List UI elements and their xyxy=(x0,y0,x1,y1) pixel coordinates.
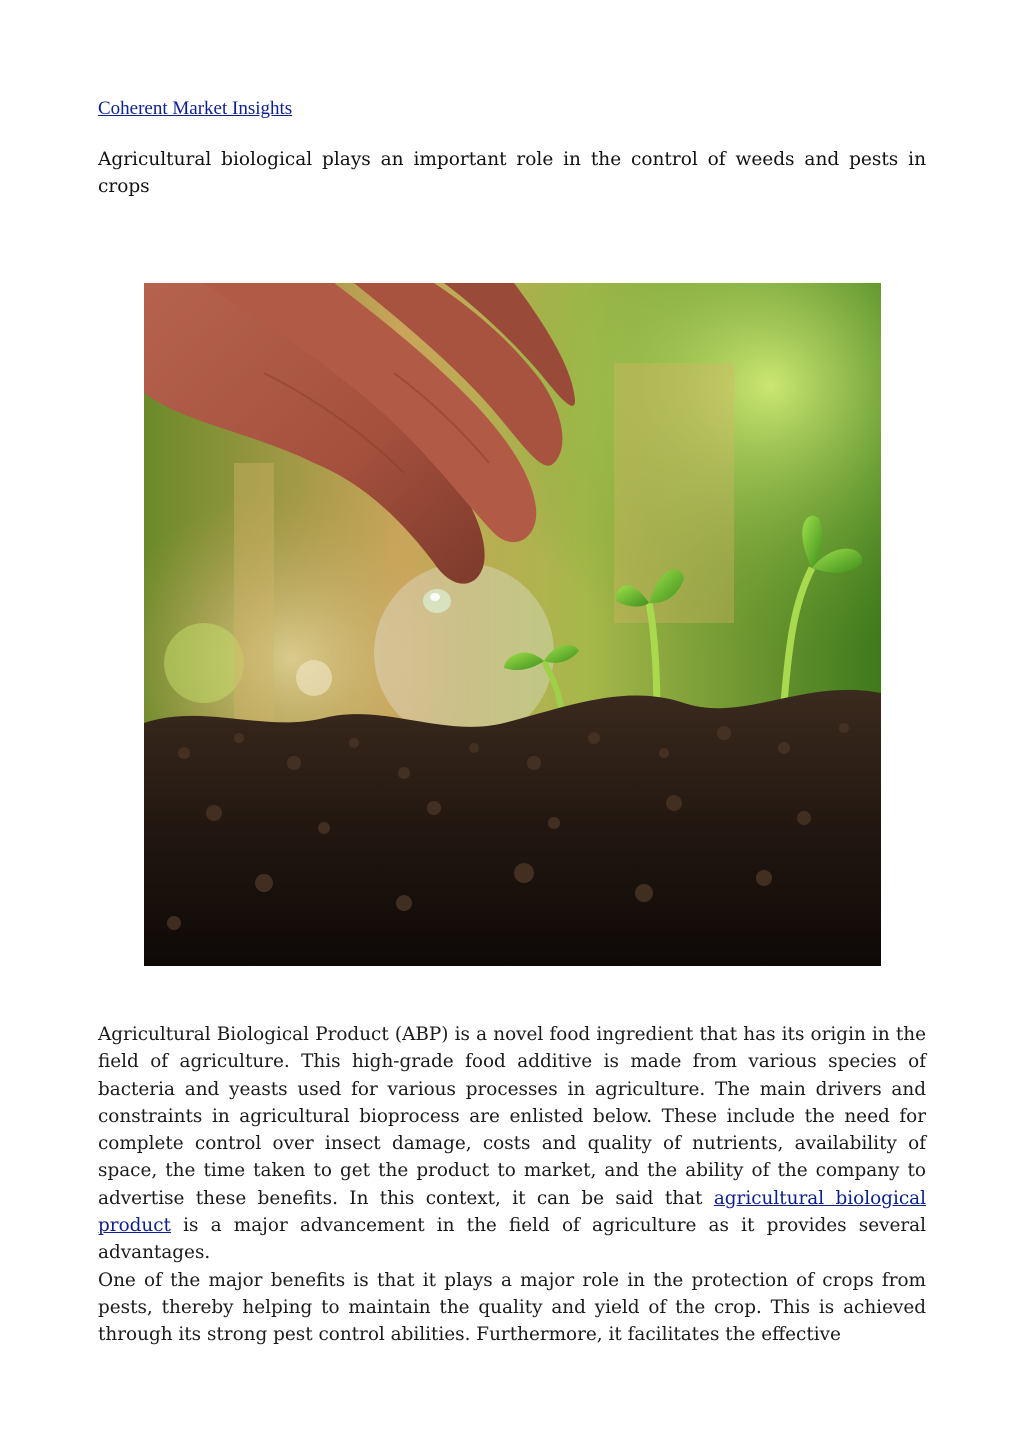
seedling-photo-icon xyxy=(144,283,881,966)
paragraph-2: One of the major benefits is that it plays a major role in the protection of crops from pests, thereby helping to maintain the quality and yield of the crop. This is achieved through its strong pest control abilities. Furthermore, it facilitates the effective xyxy=(98,1269,926,1346)
source-link[interactable]: Coherent Market Insights xyxy=(98,98,293,119)
paragraph-1 xyxy=(98,1021,926,1267)
agricultural-biological-product-link[interactable]: agricultural biological product xyxy=(98,1187,926,1237)
article-title: Agricultural biological plays an important role in the control of weeds and pests in crops xyxy=(98,149,926,197)
paragraph-1-text-before: Agricultural Biological Product (ABP) is a novel food ingredient that has its origin in the field of agriculture. This high-grade food additive is made from various species of bacteria and yeasts used for various processes in agriculture. The main drivers and constraints in agricultural bioprocess are enlisted below. These include the need for complete control over insect damage, costs and quality of nutrients, availability of space, the time taken to get the product to market, and the ability of the company to advertise these benefits. In this context, it can be said that xyxy=(98,1024,926,1209)
article-body xyxy=(98,1021,926,1349)
paragraph-1-text-after: is a major advancement in the field of agriculture as it provides several advantages. xyxy=(98,1215,926,1264)
